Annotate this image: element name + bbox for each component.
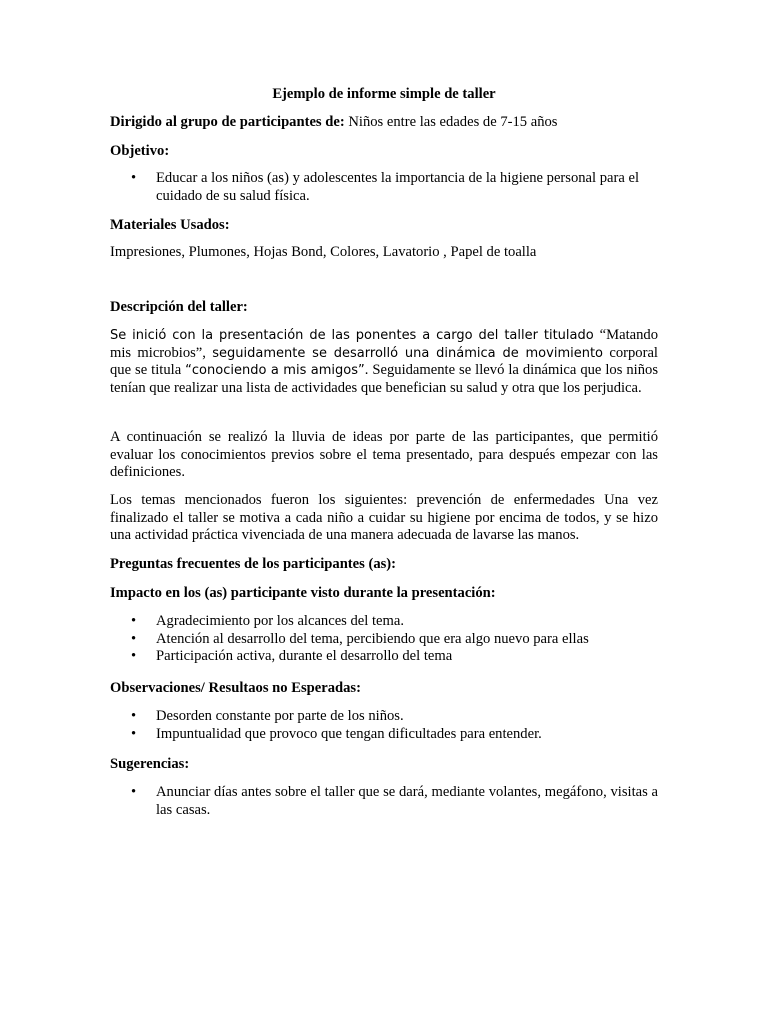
list-item: • Impuntualidad que provoco que tengan dificultades para entender. <box>110 726 658 744</box>
descripcion-heading: Descripción del taller: <box>110 299 248 315</box>
document-title: Ejemplo de informe simple de taller <box>272 86 496 102</box>
preguntas-heading: Preguntas frecuentes de los participantes (as): <box>110 556 397 572</box>
sugerencias-list <box>110 784 658 819</box>
descripcion-paragraph-2: A continuación se realizó la lluvia de ideas por parte de las participantes, que permitió evaluar los conocimientos previos sobre el tema presentado, para después empezar con las definiciones. <box>110 429 658 480</box>
descripcion-paragraph-1: Se inició con la presentación de las ponentes a cargo del taller titulado “Matando mis microbios”, seguidamente se desarrolló una dinámica de movimiento corporal que se titula “conociendo a mis amigos”. Seguidamente se llevó la dinámica que los niños tenían que realizar una lista de actividades que benefician su salud y otra que los perjudica. <box>110 327 659 396</box>
list-item: • Participación activa, durante el desarrollo del tema <box>110 648 658 666</box>
list-item: • Agradecimiento por los alcances del tema. <box>110 613 658 631</box>
list-item: • Desorden constante por parte de los niños. <box>110 708 658 726</box>
observaciones-list <box>110 708 658 743</box>
list-item: • Educar a los niños (as) y adolescentes la importancia de la higiene personal para el cuidado de su salud física. <box>110 170 658 205</box>
dirigido-value: Niños entre las edades de 7-15 años <box>344 114 558 130</box>
observaciones-heading: Observaciones/ Resultaos no Esperadas: <box>110 680 361 696</box>
sugerencias-heading: Sugerencias: <box>110 756 190 772</box>
dirigido-label: Dirigido al grupo de participantes de: <box>110 114 345 130</box>
impacto-list <box>110 613 658 666</box>
list-item: • Anunciar días antes sobre el taller que se dará, mediante volantes, megáfono, visitas a las casas. <box>110 784 658 819</box>
descripcion-paragraph-3: Los temas mencionados fueron los siguientes: prevención de enfermedades Una vez finalizado el taller se motiva a cada niño a cuidar su higiene por encima de todos, y se hizo una actividad práctica vivenciada de una manera adecuada de lavarse las manos. <box>110 492 658 543</box>
impacto-heading: Impacto en los (as) participante visto durante la presentación: <box>110 585 496 601</box>
materiales-heading: Materiales Usados: <box>110 217 230 233</box>
objetivo-heading: Objetivo: <box>110 143 170 159</box>
objetivo-list <box>110 170 658 205</box>
list-item: • Atención al desarrollo del tema, percibiendo que era algo nuevo para ellas <box>110 631 658 649</box>
dirigido-line <box>110 114 658 132</box>
materiales-text: Impresiones, Plumones, Hojas Bond, Colores, Lavatorio , Papel de toalla <box>110 244 537 260</box>
